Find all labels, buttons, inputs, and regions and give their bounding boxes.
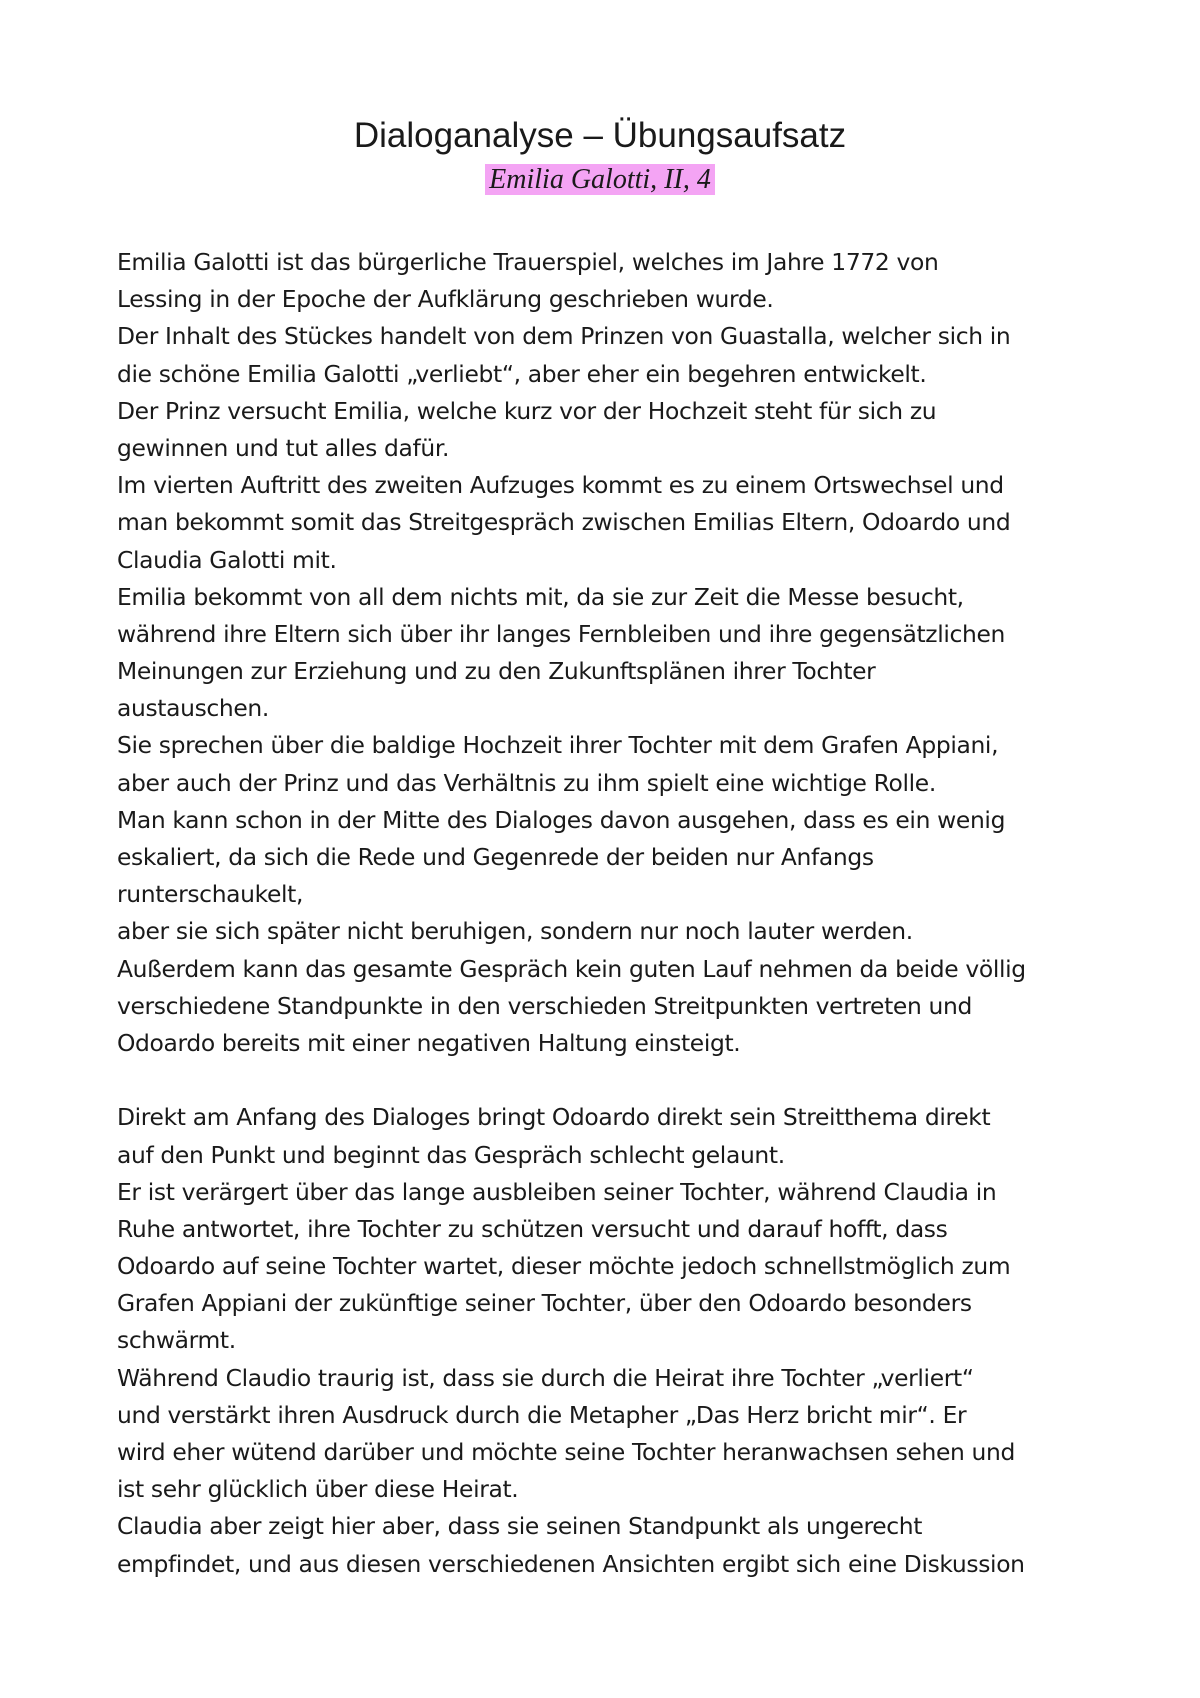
text-line: Claudia aber zeigt hier aber, dass sie seinen Standpunkt als ungerecht: [117, 1512, 923, 1541]
text-line: Man kann schon in der Mitte des Dialoges davon ausgehen, dass es ein wenig: [117, 805, 1006, 834]
text-line: aber sie sich später nicht beruhigen, sondern nur noch lauter werden.: [117, 917, 913, 946]
text-line: Claudia Galotti mit.: [117, 545, 337, 574]
text-line: eskaliert, da sich die Rede und Gegenrede der beiden nur Anfangs: [117, 843, 874, 871]
text-line: ist sehr glücklich über diese Heirat.: [117, 1475, 519, 1504]
text-line: Er ist verärgert über das lange ausbleiben seiner Tochter, während Claudia in: [117, 1177, 997, 1206]
text-line: Außerdem kann das gesamte Gespräch kein guten Lauf nehmen da beide völlig: [117, 954, 1026, 983]
text-line: austauschen.: [117, 694, 269, 723]
text-line: empfindet, und aus diesen verschiedenen Ansichten ergibt sich eine Diskussion: [117, 1549, 1025, 1578]
subtitle-wrapper: [0, 160, 1200, 204]
document-subtitle-highlighted: Emilia Galotti, II, 4: [485, 164, 715, 195]
text-line: während ihre Eltern sich über ihr langes Fernbleiben und ihre gegensätzlichen: [117, 619, 1005, 648]
document-header: [0, 112, 1200, 204]
text-line: runterschaukelt,: [117, 880, 304, 909]
text-line: Der Prinz versucht Emilia, welche kurz vor der Hochzeit steht für sich zu: [117, 396, 937, 425]
text-line: schwärmt.: [117, 1326, 236, 1355]
text-line: gewinnen und tut alles dafür.: [117, 433, 450, 462]
text-line: Odoardo bereits mit einer negativen Haltung einsteigt.: [117, 1028, 741, 1057]
paragraph-1: [117, 244, 1117, 1062]
text-line: auf den Punkt und beginnt das Gespräch schlecht gelaunt.: [117, 1140, 785, 1169]
text-line: wird eher wütend darüber und möchte seine Tochter heranwachsen sehen und: [117, 1438, 1015, 1466]
text-line: und verstärkt ihren Ausdruck durch die Metapher „Das Herz bricht mir“. Er: [117, 1400, 967, 1429]
text-line: verschiedene Standpunkte in den verschieden Streitpunkten vertreten und: [117, 991, 972, 1020]
text-line: Lessing in der Epoche der Aufklärung geschrieben wurde.: [117, 285, 774, 314]
text-line: Odoardo auf seine Tochter wartet, dieser möchte jedoch schnellstmöglich zum: [117, 1252, 1011, 1281]
text-line: Der Inhalt des Stückes handelt von dem Prinzen von Guastalla, welcher sich in: [117, 322, 1011, 351]
paragraph-2: [117, 1099, 1117, 1582]
text-line: Meinungen zur Erziehung und zu den Zukunftsplänen ihrer Tochter: [117, 657, 876, 686]
text-line: Grafen Appiani der zukünftige seiner Tochter, über den Odoardo besonders: [117, 1289, 972, 1318]
text-line: man bekommt somit das Streitgespräch zwischen Emilias Eltern, Odoardo und: [117, 508, 1011, 537]
text-line: Emilia bekommt von all dem nichts mit, da sie zur Zeit die Messe besucht,: [117, 582, 964, 611]
document-body: [117, 244, 1117, 1583]
paragraph-gap: [117, 1062, 1117, 1099]
text-line: die schöne Emilia Galotti „verliebt“, aber eher ein begehren entwickelt.: [117, 359, 927, 388]
document-title: Dialoganalyse – Übungsaufsatz: [353, 116, 847, 155]
text-line: Im vierten Auftritt des zweiten Aufzuges kommt es zu einem Ortswechsel und: [117, 471, 1004, 500]
text-line: Sie sprechen über die baldige Hochzeit ihrer Tochter mit dem Grafen Appiani,: [117, 731, 999, 760]
text-line: Emilia Galotti ist das bürgerliche Trauerspiel, welches im Jahre 1772 von: [117, 248, 939, 276]
text-line: Direkt am Anfang des Dialoges bringt Odoardo direkt sein Streitthema direkt: [117, 1103, 991, 1132]
text-line: Ruhe antwortet, ihre Tochter zu schützen versucht und darauf hofft, dass: [117, 1214, 948, 1243]
text-line: aber auch der Prinz und das Verhältnis zu ihm spielt eine wichtige Rolle.: [117, 768, 936, 797]
text-line: Während Claudio traurig ist, dass sie durch die Heirat ihre Tochter „verliert“: [117, 1363, 974, 1392]
